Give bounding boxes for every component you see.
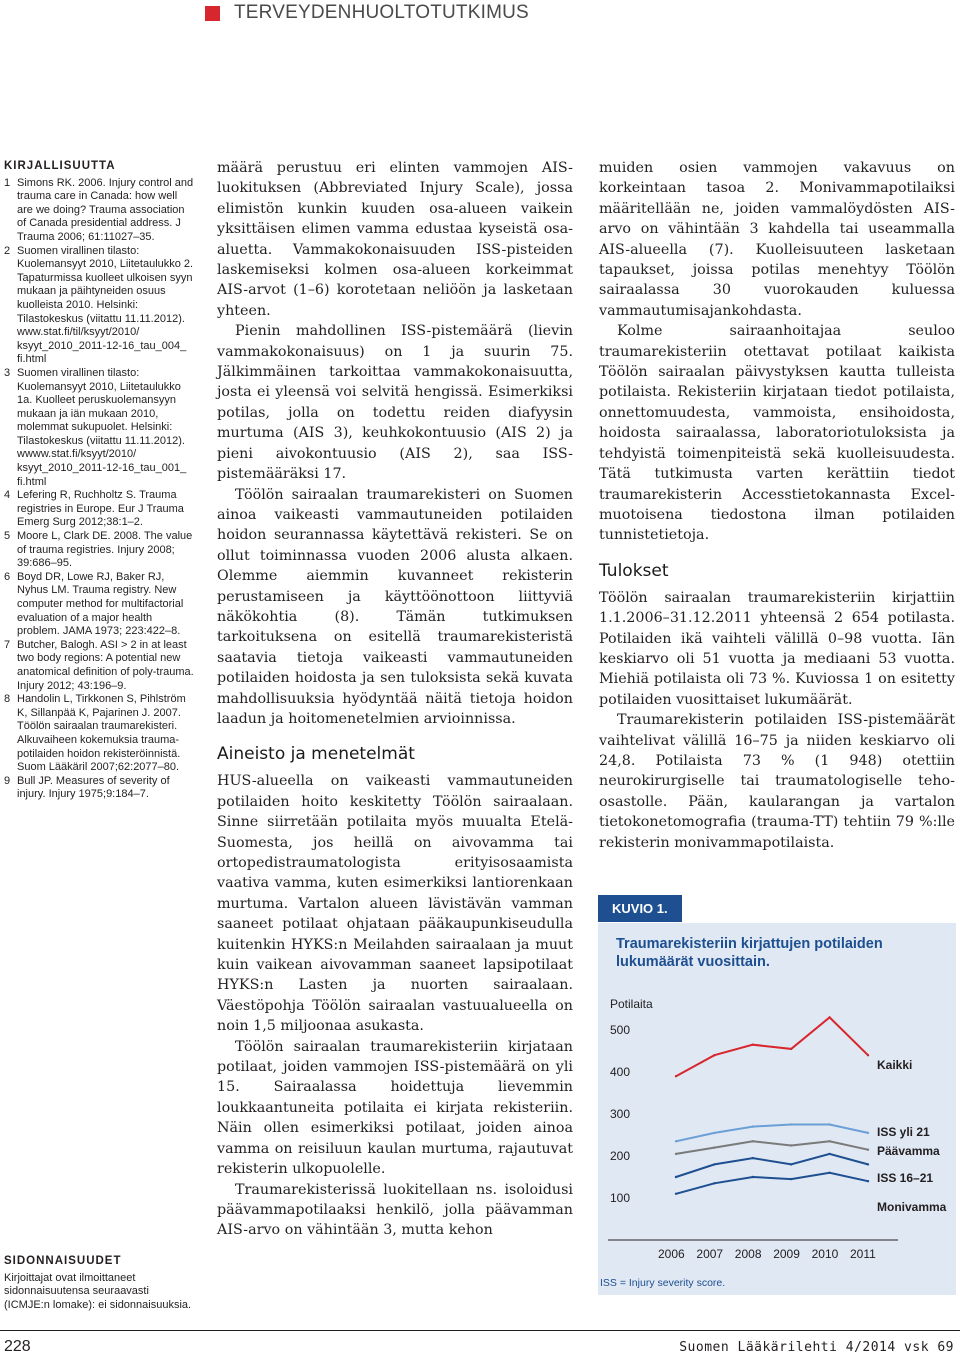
legend-label: Päävamma	[877, 1144, 940, 1158]
data-point	[752, 1157, 754, 1159]
data-point	[867, 1054, 869, 1056]
data-point	[713, 1182, 715, 1184]
data-point	[790, 1048, 792, 1050]
reference-item: 9 Bull JP. Measures of severity of injury. Injury 1975;9:184–7.	[4, 774, 170, 801]
data-point	[675, 1075, 677, 1077]
reference-item: 8 Handolin L, Tirkkonen S, Pihlström K, Sillanpää K, Pajarinen J. 2007. Töölön sairaalan traumarekisteri. Alkuvaiheen kokemuksia trauma-potilaiden hoidon rekisteröinnistä. Suom Lääkäril 2007;62:2077–80.	[4, 693, 186, 774]
legend-label: Monivamma	[877, 1200, 947, 1214]
x-tick-label: 2011	[850, 1247, 876, 1261]
series-line-3	[676, 1154, 868, 1177]
paragraph: Traumarekisterin potilaiden ISS-pistemäärät vaihtelivat välillä 16–75 ja niiden keskiarvo oli 24,8. Potilaista 73 % (1 948) otettiin neurokirurgiselle tai traumatologiselle teho-osastolle. Pään, kaularangan ja vartalon tietokonetomografia (trauma-TT) tehtiin 79 %:lle rekisterin monivammapotilaista.	[599, 712, 955, 851]
reference-item: 2 Suomen virallinen tilasto: Kuolemansyyt 2010, Liitetaulukko 2. Tapaturmissa kuolleet ulkoisen syyn mukaan ja päihtyneiden osuus kuolleista 2010. Helsinki: Tilastokeskus (viitattu 11.11.2012). www.stat.fi/til/ksyyt/2010/ ksyyt_2010_2011-12-16_tau_004_ fi.html	[4, 244, 194, 366]
reference-item: 5 Moore L, Clark DE. 2008. The value of trauma registries. Injury 2008; 39:686–95.	[4, 530, 193, 570]
conflicts-heading: SIDONNAISUUDET	[4, 1255, 122, 1267]
x-tick-label: 2010	[811, 1247, 839, 1261]
journal-name: Suomen Lääkärilehti 4/2014 vsk 69	[679, 1340, 954, 1355]
reference-item: 7 Butcher, Balogh. ASI > 2 in at least two body regions: A potential new anatomical definition of poly-trauma. Injury 2012; 43:196–9.	[4, 638, 194, 692]
paragraph: Kolme sairaanhoitajaa seuloo traumarekisteriin otettavat potilaat kaikista Töölön sairaalan päivystyksen kautta tulleista potilaista. Rekisteriin kirjataan tiedot potilaista, onnettomuudesta, vammoista, ensihoidosta, hoidosta sairaalassa, laboratoriotuloksista ja tehdyistä toimenpiteistä sekä kuolleisuudesta. Tätä tutkimusta varten kerättiin tiedot traumarekisterin Accesstietokannasta Excel-muotoisena tiedostona ilman potilaiden tunnistetietoja.	[599, 323, 955, 544]
data-point	[675, 1153, 677, 1155]
data-point	[713, 1132, 715, 1134]
series-line-0	[676, 1017, 868, 1076]
data-point	[790, 1163, 792, 1165]
data-point	[752, 1044, 754, 1046]
data-point	[867, 1163, 869, 1165]
legend-label: ISS yli 21	[877, 1125, 930, 1139]
x-tick-label: 2008	[734, 1247, 762, 1261]
paragraph: määrä perustuu eri elinten vammojen AIS-luokituksen (Abbreviated Injury Scale), jossa elimistön kunkin kuuden osa-alueen vaikein yksittäisen elimen vamma edustaa kyseistä osa-aluetta. Vammakokonaisuuden ISS-pisteiden laskemiseksi kolmen osa-alueen korkeimmat AIS-arvot (1–6) korotetaan neliöön ja lasketaan yhteen.	[217, 160, 573, 319]
reference-item: 1 Simons RK. 2006. Injury control and trauma care in Canada: how well are we doing? Trauma association of Canada presidential address. J Trauma 2006; 61:11027–35.	[4, 176, 194, 243]
y-tick-label: 100	[610, 1191, 631, 1205]
x-tick-label: 2007	[696, 1247, 724, 1261]
paragraph: Pienin mahdollinen ISS-pistemäärä (lievin vammakokonaisuus) on 1 ja suurin 75. Jälkimmäinen tarkoittaa vammakokonaisuutta, josta ei yleensä voi selvitä hengissä. Esimerkiksi potilas, jolla on todettu reiden diafyysin murtuma (AIS 3), keuhkokontuusio (AIS 2) ja pieni aivokontuusio (AIS 2), saa ISS-pistemääräksi 17.	[217, 323, 573, 483]
reference-item: 6 Boyd DR, Lowe RJ, Baker RJ, Nyhus LM. Trauma registry. New computer method for multifactorial evaluation of a major health problem. JAMA 1973; 223:422–8.	[4, 570, 184, 638]
body-column-2	[599, 158, 955, 853]
y-axis-label: Potilaita	[610, 997, 653, 1011]
reference-item: 3 Suomen virallinen tilasto: Kuolemansyyt 2010, Liitetaulukko 1a. Kuolleet peruskuolemansyyn mukaan ja iän mukaan 2010, molemmat sukupuolet. Helsinki: Tilastokeskus (viitattu 11.11.2012). wwww.stat.fi/ksyyt/2010/ ksyyt_2010_2011-12-16_tau_001_ fi.html	[4, 366, 187, 488]
data-point	[713, 1146, 715, 1148]
data-point	[828, 1016, 830, 1018]
data-point	[828, 1172, 830, 1174]
paragraph: Töölön sairaalan traumarekisteriin kirjattiin 1.1.2006–31.12.2011 yhteensä 2 654 potilasta. Potilaiden ikä vaihteli välillä 0–98 vuotta. Iän keskiarvo oli 51 vuotta ja mediaani 53 vuotta. Miehiä potilaista oli 73 %. Kuviossa 1 on esitetty potilaiden vuosittaiset lukumäärät.	[599, 589, 955, 708]
data-point	[752, 1176, 754, 1178]
body-column-1	[217, 158, 573, 1241]
line-chart	[598, 895, 956, 1295]
data-point	[713, 1054, 715, 1056]
data-point	[675, 1176, 677, 1178]
paragraph: Töölön sairaalan traumarekisteriin kirjataan potilaat, joiden vammojen ISS-pistemäärä on yli 15. Sairaalassa hoidettuja lievemmin loukkaantuneita potilaita ei kirjata rekisteriin. Näin ollen esimerkiksi potilaat, joiden ainoa vamma on reisiluun kaulan murtuma, rajautuvat rekisterin ulkopuolelle.	[217, 1038, 573, 1178]
data-point	[790, 1144, 792, 1146]
data-point	[828, 1140, 830, 1142]
paragraph: Töölön sairaalan traumarekisteri on Suomen ainoa vaikeasti vammautuneiden potilaiden hoidon seurannassa käytettävä rekisteri. Se on ollut toiminnassa vuoden 2006 alusta alkaen. Olemme aiemmin kuvanneet rekisterin perustamiseen ja käyttöönottoon liittyviä näkökohtia (8). Tämän tutkimuksen tarkoituksena on esitellä traumarekisteristä saatavia tietoja vaikeasti vammautuneiden potilaiden hoidosta ja sen tuloksista sekä kuvata mahdollisuuksia hyödyntää näitä tietoja hoidon laadun ja hoitomenetelmien arvioinnissa.	[217, 486, 573, 727]
section-title: TERVEYDENHUOLTOTUTKIMUS	[234, 2, 529, 23]
chart-title: Traumarekisteriin kirjattujen potilaiden lukumäärät vuosittain.	[616, 936, 883, 970]
results-heading: Tulokset	[599, 560, 669, 581]
data-point	[790, 1123, 792, 1125]
reference-item: 4 Lefering R, Ruchholtz S. Trauma registries in Europe. Eur J Trauma Emerg Surg 2012;38:1–2.	[4, 489, 184, 529]
data-point	[790, 1178, 792, 1180]
series-line-1	[676, 1125, 868, 1142]
data-point	[752, 1125, 754, 1127]
page-number: 228	[4, 1338, 31, 1355]
paragraph: muiden osien vammojen vakavuus on korkeintaan tasoa 2. Monivammapotilaiksi määritellään ne, joiden vammalöydösten AIS-arvo on vähintään 3 kahdella tai useammalla AIS-alueella (7). Kuolleisuuteen lasketaan tapaukset, joissa potilas menehtyy Töölön sairaalassa 30 vuorokauden kuluessa vammautumisajankohdasta.	[599, 160, 955, 319]
legend-label: Kaikki	[877, 1058, 913, 1072]
paragraph: Traumarekisterissä luokitellaan ns. isoloidusi päävammapotilaaksi henkilö, jolla päävamman AIS-arvo on vähintään 3, mutta kehon	[217, 1181, 573, 1239]
data-point	[675, 1193, 677, 1195]
data-point	[713, 1163, 715, 1165]
y-tick-label: 200	[610, 1149, 631, 1163]
conflicts	[4, 1255, 194, 1312]
x-tick-label: 2006	[658, 1247, 685, 1261]
section-header	[205, 2, 529, 24]
x-tick-label: 2009	[773, 1247, 800, 1261]
data-point	[867, 1132, 869, 1134]
figure-tag: KUVIO 1.	[598, 895, 682, 922]
y-tick-label: 400	[610, 1065, 631, 1079]
footer-rule	[0, 1330, 960, 1331]
conflicts-text: Kirjoittajat ovat ilmoittaneet sidonnaisuutensa seuraavasti (ICMJE:n lomake): ei sidonnaisuuksia.	[4, 1271, 192, 1311]
data-point	[675, 1140, 677, 1142]
data-point	[867, 1149, 869, 1151]
data-point	[752, 1140, 754, 1142]
data-point	[867, 1180, 869, 1182]
data-point	[828, 1123, 830, 1125]
methods-heading: Aineisto ja menetelmät	[217, 744, 415, 765]
series-line-4	[676, 1173, 868, 1194]
paragraph: HUS-alueella on vaikeasti vammautuneiden potilaiden hoito keskitetty Töölön sairaalaan. Sinne siirretään potilaita myös muualta Etelä-Suomesta, jos heillä on aivovamma tai ortopedistraumatologista erityisosaamista vaativa vamma, kuten esimerkiksi lantiorenkaan murtuma. Vartalon alueen lävistävän vamman saaneet potilaat ohjataan pääkaupunkiseudulla kuitenkin HYKS:n Meilahden sairaalaan ja muut kuin vaikean aivovamman saaneet lapsipotilaat HYKS:n Lasten ja nuorten sairaalaan. Väestöpohja Töölön sairaalan vastuualueella on noin 1,5 miljoonaa asukasta.	[217, 773, 573, 1035]
figure-note: ISS = Injury severity score.	[600, 1277, 726, 1289]
figure-1	[598, 895, 956, 1307]
y-tick-label: 300	[610, 1107, 631, 1121]
references-heading: KIRJALLISUUTTA	[4, 160, 116, 172]
legend-label: ISS 16–21	[877, 1171, 934, 1185]
section-marker-icon	[205, 6, 220, 21]
series-line-2	[676, 1141, 868, 1154]
y-tick-label: 500	[610, 1023, 631, 1037]
data-point	[828, 1153, 830, 1155]
references	[4, 160, 194, 802]
